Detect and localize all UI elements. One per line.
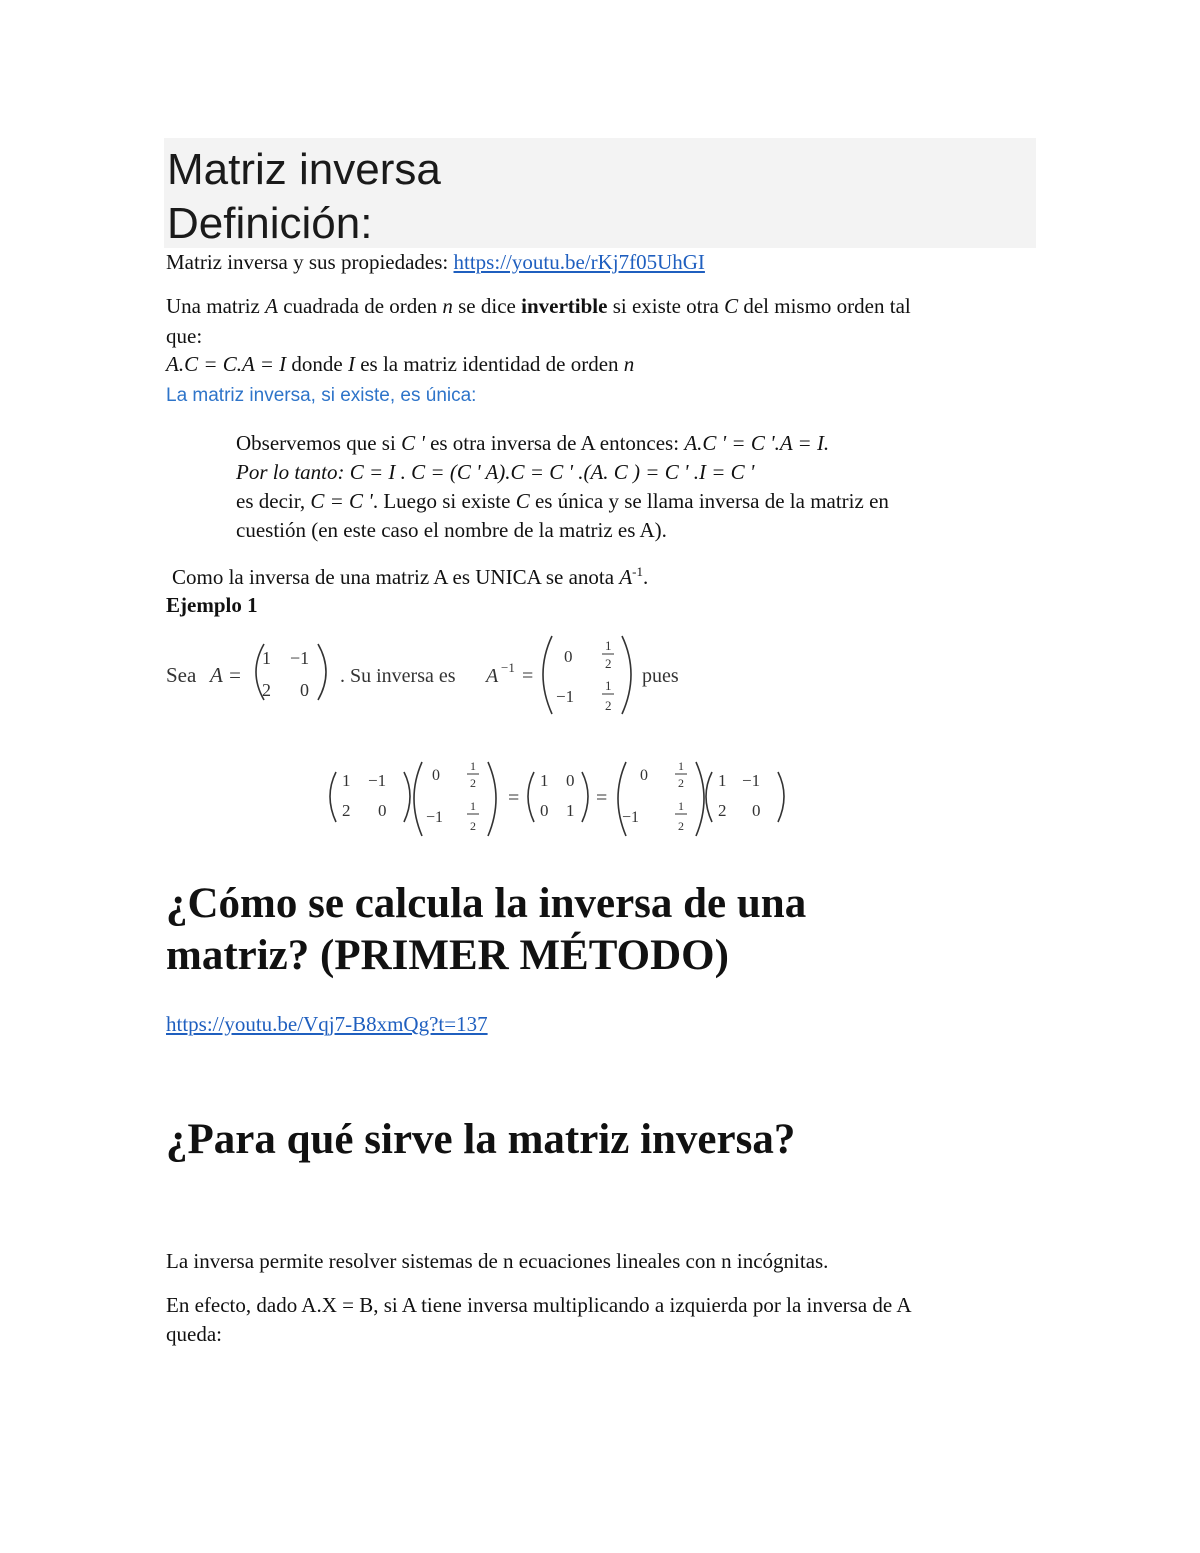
- pues-label: pues: [642, 665, 679, 687]
- intro-line: [166, 250, 705, 275]
- page-subtitle: Definición:: [167, 199, 373, 248]
- matrix-cell: 2: [718, 801, 727, 820]
- fraction-denominator: 2: [678, 776, 684, 790]
- matrix-cell: −1: [622, 809, 640, 826]
- fraction-numerator: 1: [605, 638, 612, 653]
- equals-sign: =: [596, 787, 608, 809]
- section2-paragraph-2-line-1: En efecto, dado A.X = B, si A tiene inversa multiplicando a izquierda por la inversa de A: [166, 1293, 912, 1317]
- matrix-cell: 0: [540, 801, 549, 820]
- section-heading-metodo-l2: matriz? (PRIMER MÉTODO): [166, 932, 729, 979]
- matrix-cell: −1: [556, 687, 575, 706]
- def-var: I: [347, 352, 355, 376]
- video-link-metodo[interactable]: https://youtu.be/Vqj7-B8xmQg?t=137: [166, 1012, 488, 1036]
- proof-text: es decir,: [236, 489, 311, 513]
- definition-line-3: [166, 352, 634, 377]
- matrix-cell: 0: [432, 767, 440, 784]
- def-var: n: [442, 294, 453, 318]
- notation-end: .: [643, 565, 649, 589]
- fraction-numerator: 1: [678, 759, 684, 773]
- video-link-propiedades[interactable]: https://youtu.be/rKj7f05UhGI: [453, 250, 705, 274]
- title-block: [164, 138, 1036, 248]
- def-bold-term: invertible: [521, 294, 608, 318]
- left-paren: [706, 772, 712, 822]
- example-verification: [322, 752, 802, 842]
- section2-paragraph-1: La inversa permite resolver sistemas de n ecuaciones lineales con n incógnitas.: [166, 1249, 829, 1273]
- right-paren: [404, 772, 410, 822]
- a-inverse-exponent: −1: [501, 660, 515, 675]
- fraction-numerator: 1: [678, 799, 684, 813]
- proof-math: A.C ' = C '.A = I.: [684, 431, 830, 455]
- matrix-cell: 0: [564, 647, 573, 666]
- method-link-line: [166, 1012, 488, 1037]
- proof-var: C: [515, 489, 530, 513]
- proof-text: Observemos que si: [236, 431, 402, 455]
- def-var: C: [724, 294, 739, 318]
- proof-line-2: [236, 460, 754, 485]
- a-inverse-symbol: A: [486, 665, 499, 687]
- fraction-denominator: 2: [678, 819, 684, 833]
- matrix-cell: 1: [718, 771, 727, 790]
- right-paren: [696, 762, 704, 836]
- proof-text: . Luego si existe: [372, 489, 516, 513]
- def-text: cuadrada de orden: [277, 294, 443, 318]
- unique-heading: La matriz inversa, si existe, es única:: [166, 385, 477, 406]
- notation-var: A: [619, 565, 633, 589]
- matrix-cell: −1: [742, 771, 761, 790]
- equals-sign: =: [508, 787, 520, 809]
- right-paren: [778, 772, 784, 822]
- equals-sign: =: [522, 665, 534, 687]
- section-heading-metodo-l1: ¿Cómo se calcula la inversa de una: [166, 880, 807, 927]
- def-var: n: [623, 352, 635, 376]
- right-paren: [622, 636, 631, 714]
- notation-line: [172, 564, 648, 590]
- matrix-cell: 2: [262, 680, 271, 700]
- matrix-cell: 1: [342, 771, 351, 790]
- page-title: Matriz inversa: [167, 145, 441, 194]
- proof-text: es única y se llama inversa de la matriz en: [529, 489, 889, 513]
- definition-line-1: [166, 294, 911, 319]
- fraction-numerator: 1: [605, 678, 612, 693]
- notation-text: Como la inversa de una matriz A es UNICA se anota: [172, 565, 620, 589]
- matrix-cell: 1: [566, 801, 575, 820]
- matrix-cell: 1: [262, 648, 271, 668]
- intro-label: Matriz inversa y sus propiedades:: [166, 250, 454, 274]
- fraction-numerator: 1: [470, 759, 476, 773]
- proof-var: C ': [401, 431, 425, 455]
- def-text: del mismo orden tal: [738, 294, 911, 318]
- proof-line-3: [236, 489, 889, 514]
- matrix-cell: 1: [540, 771, 549, 790]
- proof-text: es otra inversa de A entonces:: [424, 431, 685, 455]
- right-paren: [318, 644, 326, 700]
- proof-text: Por lo tanto:: [236, 460, 345, 484]
- matrix-cell: 0: [640, 767, 648, 784]
- example-heading: Ejemplo 1: [166, 593, 258, 617]
- matrix-cell: 0: [378, 801, 387, 820]
- right-paren: [582, 772, 588, 822]
- left-paren: [528, 772, 534, 822]
- def-math: A.C = C.A = I: [166, 352, 287, 376]
- proof-math: C = I . C = (C ' A).C = C ' .(A. C ) = C ' .I = C ': [344, 460, 755, 484]
- a-equals: A =: [210, 663, 242, 687]
- left-paren: [543, 636, 552, 714]
- proof-line-4: cuestión (en este caso el nombre de la matriz es A).: [236, 518, 667, 542]
- fraction-denominator: 2: [470, 776, 476, 790]
- example-first-line: [160, 630, 720, 720]
- def-text: se dice: [452, 294, 522, 318]
- matrix-cell: −1: [368, 771, 387, 790]
- proof-line-1: [236, 431, 829, 456]
- matrix-cell: 0: [300, 680, 309, 700]
- matrix-cell: 0: [566, 771, 575, 790]
- fraction-numerator: 1: [470, 799, 476, 813]
- left-paren: [330, 772, 336, 822]
- def-text: si existe otra: [607, 294, 725, 318]
- fraction-denominator: 2: [470, 819, 476, 833]
- def-text: Una matriz: [166, 294, 266, 318]
- right-paren: [488, 762, 496, 836]
- matrix-cell: −1: [290, 648, 310, 668]
- su-inversa-label: . Su inversa es: [340, 665, 456, 687]
- matrix-cell: 2: [342, 801, 351, 820]
- sea-label: Sea: [166, 663, 197, 687]
- section2-paragraph-2-line-2: queda:: [166, 1322, 222, 1346]
- def-var: A: [265, 294, 278, 318]
- left-paren: [414, 762, 422, 836]
- proof-math: C = C ': [310, 489, 373, 513]
- section-heading-para-que: ¿Para qué sirve la matriz inversa?: [166, 1116, 796, 1163]
- matrix-cell: −1: [426, 809, 444, 826]
- matrix-cell: 0: [752, 801, 761, 820]
- notation-exponent: -1: [632, 564, 643, 579]
- def-text: donde: [286, 352, 348, 376]
- fraction-denominator: 2: [605, 698, 612, 713]
- fraction-denominator: 2: [605, 656, 612, 671]
- definition-line-2: que:: [166, 324, 203, 348]
- def-text: es la matriz identidad de orden: [354, 352, 624, 376]
